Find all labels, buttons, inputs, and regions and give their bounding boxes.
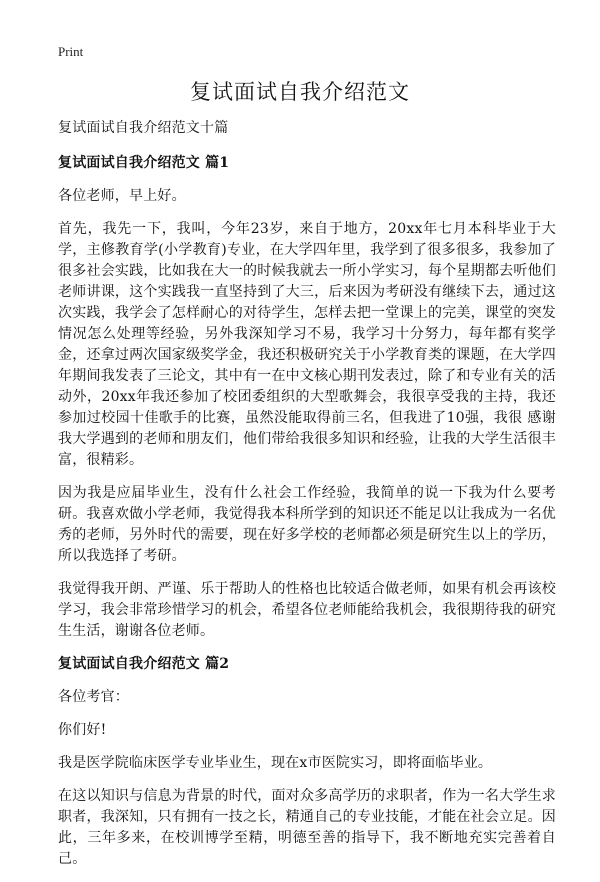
paragraph: 各位老师，早上好。 bbox=[58, 188, 186, 204]
page-title: 复试面试自我介绍范文 bbox=[190, 80, 410, 104]
section-heading-1: 复试面试自我介绍范文 篇1 bbox=[58, 155, 230, 171]
article-body bbox=[58, 118, 556, 882]
paragraph: 各位考官： bbox=[58, 689, 129, 705]
paragraph: 因为我是应届毕业生，没有什么社会工作经验，我简单的说一下我为什么要考研。我喜欢做小学老师，我觉得我本科所学到的知识还不能足以让我成为一名优秀的老师，另外时代的需要，现在好多学校的老师都必须是研究生以上的学历，所以我选择了考研。 bbox=[58, 485, 556, 564]
print-link[interactable]: Print bbox=[58, 44, 84, 59]
paragraph: 我是医学院临床医学专业毕业生，现在x市医院实习，即将面临毕业。 bbox=[58, 755, 493, 771]
paragraph: 你们好! bbox=[58, 722, 107, 738]
paragraph: 我觉得我开朗、严谨、乐于帮助人的性格也比较适合做老师，如果有机会再该校学习，我会非常珍惜学习的机会，希望各位老师能给我机会，我很期待我的研究生生活，谢谢各位老师。 bbox=[58, 581, 556, 639]
paragraph: 首先，我先一下，我叫，今年23岁，来自于地方，20xx年七月本科毕业于大学，主修教育学(小学教育)专业，在大学四年里，我学到了很多很多，我参加了很多社会实践，比如我在大一的时候我就去一所小学实习，每个星期都去听他们老师讲课，这个实践我一直坚持到了大三，后来因为考研没有继续下去，通过这次实践，我学会了怎样耐心的对待学生，怎样去把一堂课上的完美，课堂的突发情况怎么处理等经验，另外我深知学习不易，我学习十分努力，每年都有奖学金，还拿过两次国家级奖学金，我还积极研究关于小学教育类的课题，在大学四年期间我发表了三论文，其中有一在中文核心期刊发表过，除了和专业有关的活动外，20xx年我还参加了校团委组织的大型歌舞会，我很享受我的主持，我还参加过校园十佳歌手的比赛，虽然没能取得前三名，但我进了10强，我很 感谢我大学遇到的老师和朋友们，他们带给我很多知识和经验，让我的大学生活很丰富，很精彩。 bbox=[58, 221, 556, 468]
paragraph: 在这以知识与信息为背景的时代，面对众多高学历的求职者，作为一名大学生求职者，我深知，只有拥有一技之长，精通自己的专业技能，才能在社会立足。因此，三年多来，在校训博学至精，明德至善的指导下，我不断地充实完善着自己。 bbox=[58, 788, 556, 867]
document-subtitle: 复试面试自我介绍范文十篇 bbox=[58, 120, 229, 136]
section-heading-2: 复试面试自我介绍范文 篇2 bbox=[58, 656, 230, 672]
